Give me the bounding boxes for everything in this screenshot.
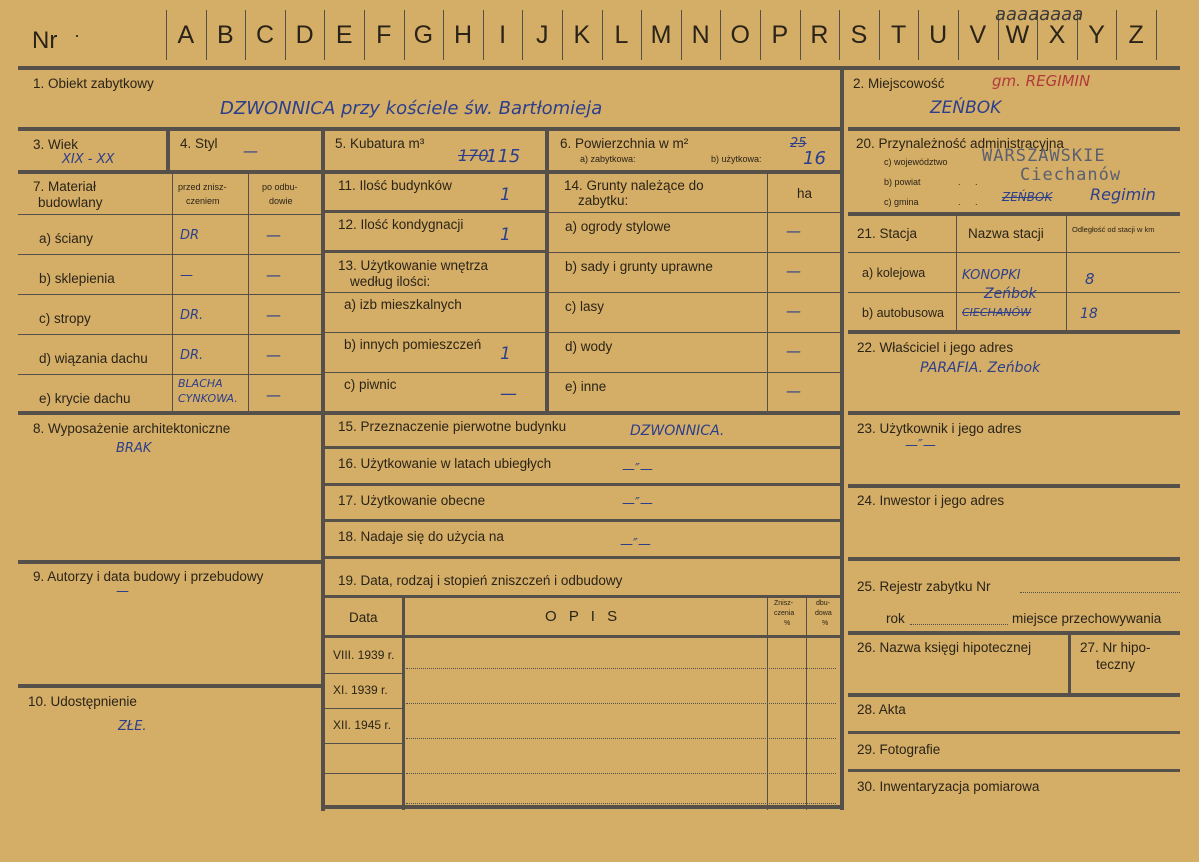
f13-row-rule [325, 372, 545, 373]
index-letter: D [295, 20, 314, 49]
f7-row-label: b) sklepienia [39, 271, 115, 286]
f21-row-bus-name: Zeńbok [984, 286, 1037, 302]
f17-label: 17. Użytkowanie obecne [338, 493, 486, 508]
letter-divider [206, 10, 207, 60]
f11-value: 1 [500, 185, 511, 205]
index-letter: H [453, 20, 473, 49]
f21-label: 21. Stacja [857, 226, 918, 241]
f19-label: 19. Data, rodzaj i stopień zniszczeń i odbudowy [338, 573, 623, 588]
f11-label: 11. Ilość budynków [338, 178, 452, 193]
letter-divider [443, 10, 444, 60]
f20-powiat-label: b) powiat [884, 177, 921, 187]
f19-col-z-a: Znisz- [774, 600, 794, 607]
f16-label: 16. Użytkowanie w latach ubiegłych [338, 456, 552, 471]
f2-note: gm. REGIMIN [992, 72, 1091, 90]
index-letter: L [614, 20, 629, 49]
index-letter: I [499, 20, 507, 49]
f23-value: —″— [905, 438, 936, 453]
f21-row-rail-label: a) kolejowa [862, 266, 926, 280]
letter-divider [404, 10, 405, 60]
f14-label2: zabytku: [578, 193, 629, 208]
f20-label: 20. Przynależność administracyjna [856, 136, 1064, 151]
rule [18, 66, 1180, 70]
f21-row-rail-km: 8 [1085, 270, 1095, 288]
f29-label: 29. Fotografie [857, 742, 941, 757]
f7-label1: 7. Materiał [33, 179, 97, 194]
f21-col2: Nazwa stacji [968, 226, 1044, 241]
f7-row-after: — [266, 306, 281, 324]
index-letter: M [650, 20, 672, 49]
f20-gmina-label: c) gmina [884, 197, 919, 207]
f18-label: 18. Nadaje się do użycia na [338, 529, 504, 544]
f19-row-rule [325, 673, 402, 674]
f19-col-o-b: dowa [815, 610, 832, 617]
index-letter: V [969, 20, 987, 49]
f3-label: 3. Wiek [33, 137, 79, 152]
letter-divider [245, 10, 246, 60]
f6-value: 16 [803, 148, 826, 169]
f7-row-after: — [266, 226, 281, 244]
f20-woj-label: c) województwo [884, 157, 948, 167]
f30-label: 30. Inwentaryzacja pomiarowa [857, 779, 1040, 794]
f7-col2b: dowie [269, 196, 293, 206]
letter-divider [483, 10, 484, 60]
f14-row-value: — [786, 262, 801, 280]
f21-row-bus-name-old: CIECHANÓW [962, 306, 1032, 319]
f13-row-label: c) piwnic [344, 377, 397, 392]
f2-value: ZEŃBOK [930, 98, 1002, 118]
f14-label1: 14. Grunty należące do [564, 178, 704, 193]
index-letter: N [691, 20, 710, 49]
f12-value: 1 [500, 225, 511, 245]
f19-col-z-b: czenia [774, 610, 795, 617]
f7-row-rule [18, 294, 321, 295]
index-letter: R [810, 20, 829, 49]
f19-col-z-c: % [784, 620, 791, 627]
f14-row-rule [549, 292, 840, 293]
letter-divider [364, 10, 365, 60]
f14-row-rule [549, 252, 840, 253]
f1-value: DZWONNICA przy kościele św. Bartłomieja [220, 98, 603, 119]
f19-date: XI. 1939 r. [333, 683, 388, 697]
letter-divider [602, 10, 603, 60]
index-letter: C [255, 20, 275, 49]
letter-divider [324, 10, 325, 60]
f13-row-label: a) izb mieszkalnych [344, 297, 462, 312]
index-letter: W [1005, 20, 1030, 49]
index-letter: X [1048, 20, 1066, 49]
f12-label: 12. Ilość kondygnacji [338, 217, 464, 232]
index-letter: P [771, 20, 789, 49]
letter-divider [800, 10, 801, 60]
f13-row-value: 1 [500, 344, 511, 364]
letter-divider [760, 10, 761, 60]
f8-value: BRAK [116, 441, 152, 456]
nr-dot: · [74, 25, 80, 45]
f7-row-before: DR [180, 228, 200, 243]
index-letter: S [850, 20, 868, 49]
f4-value: — [243, 142, 258, 160]
f10-value: ZŁE. [118, 719, 147, 734]
f6-label: 6. Powierzchnia w m² [560, 136, 689, 151]
f25-label: 25. Rejestr zabytku Nr [857, 579, 991, 594]
f19-row-rule [325, 773, 402, 774]
f19-dotted-line [406, 773, 836, 774]
f13-row-label: b) innych pomieszczeń [344, 337, 482, 352]
f7-row-before: BLACHA [178, 377, 223, 390]
f19-dotted-line [406, 803, 836, 804]
divider [166, 131, 170, 171]
letter-divider [522, 10, 523, 60]
index-letter: T [890, 20, 907, 49]
col-divider [840, 70, 844, 810]
f9-value: — [116, 584, 129, 599]
f13-row-rule [325, 332, 545, 333]
f19-col-desc: O P I S [545, 608, 622, 625]
f7-row-before: CYNKOWA. [178, 392, 238, 405]
f19-date: VIII. 1939 r. [333, 648, 395, 662]
f8-label: 8. Wyposażenie architektoniczne [33, 421, 231, 436]
f10-label: 10. Udostępnienie [28, 694, 137, 709]
f4-label: 4. Styl [180, 136, 218, 151]
index-letter: E [335, 20, 353, 49]
index-letter: B [217, 20, 234, 49]
f19-row-rule [325, 708, 402, 709]
letter-divider [285, 10, 286, 60]
f7-row-label: c) stropy [39, 311, 91, 326]
f23-label: 23. Użytkownik i jego adres [857, 421, 1022, 436]
f27-label2: teczny [1096, 657, 1136, 672]
f7-label2: budowlany [38, 195, 103, 210]
f21-col3: Odległość od stacji w km [1072, 225, 1155, 234]
f6-old-value: 25 [790, 136, 807, 151]
f19-col-date: Data [349, 610, 378, 625]
letter-divider [879, 10, 880, 60]
index-letter: U [929, 20, 948, 49]
rule [18, 127, 840, 131]
f21-row-bus-label: b) autobusowa [862, 306, 945, 320]
divider [321, 131, 325, 811]
rule [848, 127, 1180, 131]
f15-value: DZWONNICA. [630, 423, 725, 439]
f24-label: 24. Inwestor i jego adres [857, 493, 1005, 508]
f28-label: 28. Akta [857, 702, 906, 717]
f5-value: 115 [486, 146, 521, 167]
f21-row-bus-km: 18 [1080, 306, 1098, 322]
index-letter: G [413, 20, 434, 49]
f6-a: a) zabytkowa: [580, 154, 636, 164]
f14-row-rule [549, 372, 840, 373]
f7-row-label: a) ściany [39, 231, 94, 246]
letter-divider [839, 10, 840, 60]
f27-label1: 27. Nr hipo- [1080, 640, 1151, 655]
f16-value: —″— [622, 462, 653, 477]
nr-label: Nr [32, 27, 58, 54]
f19-row-rule [325, 743, 402, 744]
f7-row-rule [18, 254, 321, 255]
letter-divider [641, 10, 642, 60]
f6-b: b) użytkowa: [711, 154, 762, 164]
f20-powiat-stamp: Ciechanów [1020, 165, 1122, 185]
f5-old-value: 170 [458, 146, 489, 165]
f7-row-before: DR. [180, 308, 204, 323]
f20-gmina: Regimin [1090, 185, 1156, 204]
f25-rok: rok [886, 611, 905, 626]
index-letter: O [730, 20, 750, 49]
f7-col1a: przed znisz- [178, 182, 227, 192]
f15-label: 15. Przeznaczenie pierwotne budynku [338, 419, 567, 434]
f19-dotted-line [406, 738, 836, 739]
letter-divider [1116, 10, 1117, 60]
f3-value: XIX - XX [62, 152, 115, 167]
f20-gmina-old: ZEŃBOK [1002, 190, 1053, 204]
letter-divider [1156, 10, 1157, 60]
f13-label2: według ilości: [350, 274, 431, 289]
f14-unit: ha [797, 186, 813, 201]
f7-row-after: — [266, 386, 281, 404]
f19-date: XII. 1945 r. [333, 718, 392, 732]
letter-divider [918, 10, 919, 60]
f19-col-o-c: % [822, 620, 829, 627]
f7-row-rule [18, 334, 321, 335]
f14-row-label: a) ogrody stylowe [565, 219, 671, 234]
index-letter: K [573, 20, 591, 49]
f7-row-label: e) krycie dachu [39, 391, 131, 406]
f25-miejsce: miejsce przechowywania [1012, 611, 1162, 626]
f14-row-label: d) wody [565, 339, 613, 354]
letter-divider [562, 10, 563, 60]
f7-row-after: — [266, 266, 281, 284]
f9-label: 9. Autorzy i data budowy i przebudowy [33, 569, 264, 584]
f13-row-value: — [500, 384, 517, 404]
f19-dotted-line [406, 703, 836, 704]
f18-value: —″— [620, 537, 651, 552]
f14-row-value: — [786, 222, 801, 240]
index-letter: J [535, 20, 549, 49]
f19-col-o-a: dbu- [816, 600, 831, 607]
f14-row-label: c) lasy [565, 299, 605, 314]
f7-col1b: czeniem [186, 196, 220, 206]
f21-row-rail-name: KONOPKI [962, 268, 1021, 283]
f5-label: 5. Kubatura m³ [335, 136, 425, 151]
f14-row-value: — [786, 342, 801, 360]
f1-label: 1. Obiekt zabytkowy [33, 76, 154, 91]
f14-row-value: — [786, 302, 801, 320]
f22-value: PARAFIA. Zeńbok [920, 360, 1041, 376]
index-letter: F [376, 20, 392, 49]
f7-row-before: — [180, 268, 193, 283]
f14-row-label: e) inne [565, 379, 607, 394]
letter-divider [681, 10, 682, 60]
f20-woj-stamp: WARSZAWSKIE [982, 146, 1106, 166]
letter-divider [958, 10, 959, 60]
index-letter: Z [1128, 20, 1144, 49]
monument-record-card: Nr · A B C D E F G H I J K L M N O P R S T U V W X Y Z aaaaaaaa 1. Obiekt zabytkowy DZWONNICA przy kościele św. Bartłomieja 2. Miejscowość gm. REGIMIN ZEŃBOK 3. Wiek XIX - XX 4. Styl — 5. Kubatura m³ 170 115 6. Powierzchnia w m² a) zabytkowa: b) użytkowa: 25 16 20. Przynależność administracyjna c) województwo b) powiat c) gmina . . . . WARSZAWSKIE Ciechanów ZEŃBOK Regimin 7. Materiał budowlany przed znisz- czeniem po odbu- dowie a) ściany DR — b) sklepienia — — c) stropy DR. — d) wiązania dachu DR. — e) krycie dachu BLACHA CYNKOWA. — 11. Ilość budynków 1 12. Ilość kondygnacji 1 13. Użytkowanie wnętrza według ilości: a) izb mieszkalnych b) innych pomieszczeń 1 c) piwnic — 14. Grunty należące do zabytku: ha a) ogrody stylowe — b) sady i grunty uprawne — c) lasy — d) wody — e) inne — 21. Stacja Nazwa stacji Odległość od stacji w km a) kolejowa KONOPKI 8 b) autobusowa Zeńbok CIECHANÓW 18 22. Właściciel i jego adres PARAFIA. Zeńbok 8. Wyposażenie architektoniczne BRAK 15. Przeznaczenie pierwotne budynku DZWONNICA. 16. Użytkowanie w latach ubiegłych —″— 17. Użytkowanie obecne —″— 18. Nadaje się do użycia na —″— 23. Użytkownik i jego adres —″— 24. Inwestor i jego adres 9. Autorzy i data budowy i przebudowy — 19. Data, rodzaj i stopień zniszczeń i odbudowy Data O P I S Znisz- czenia % dbu- dowa % VIII. 1939 r. XI. 1939 r. XII. 1945 r. 25. Rejestr zabytku Nr rok miejsce przechowywania 26. Nazwa księgi hipotecznej 27. Nr hipo- teczny 10. Udostępnienie ZŁE. 28. Akta 29. Fotografie 30. Inwentaryzacja pomiarowa [0, 0, 1199, 862]
letter-divider [166, 10, 167, 60]
f17-value: —″— [622, 496, 653, 511]
f14-row-label: b) sady i grunty uprawne [565, 259, 713, 274]
f26-label: 26. Nazwa księgi hipotecznej [857, 640, 1032, 655]
f13-label1: 13. Użytkowanie wnętrza [338, 258, 489, 273]
index-letter: A [177, 20, 195, 49]
f19-dotted-line [406, 668, 836, 669]
f2-label: 2. Miejscowość [853, 76, 945, 91]
letter-divider [720, 10, 721, 60]
f14-row-value: — [786, 382, 801, 400]
f7-row-after: — [266, 346, 281, 364]
top-right-handwriting: aaaaaaaa [995, 4, 1084, 25]
f7-row-label: d) wiązania dachu [39, 351, 148, 366]
f7-row-rule [18, 374, 321, 375]
index-letter: Y [1088, 20, 1105, 49]
f22-label: 22. Właściciel i jego adres [857, 340, 1014, 355]
f7-col2a: po odbu- [262, 182, 298, 192]
f14-row-rule [549, 332, 840, 333]
f7-row-before: DR. [180, 348, 204, 363]
